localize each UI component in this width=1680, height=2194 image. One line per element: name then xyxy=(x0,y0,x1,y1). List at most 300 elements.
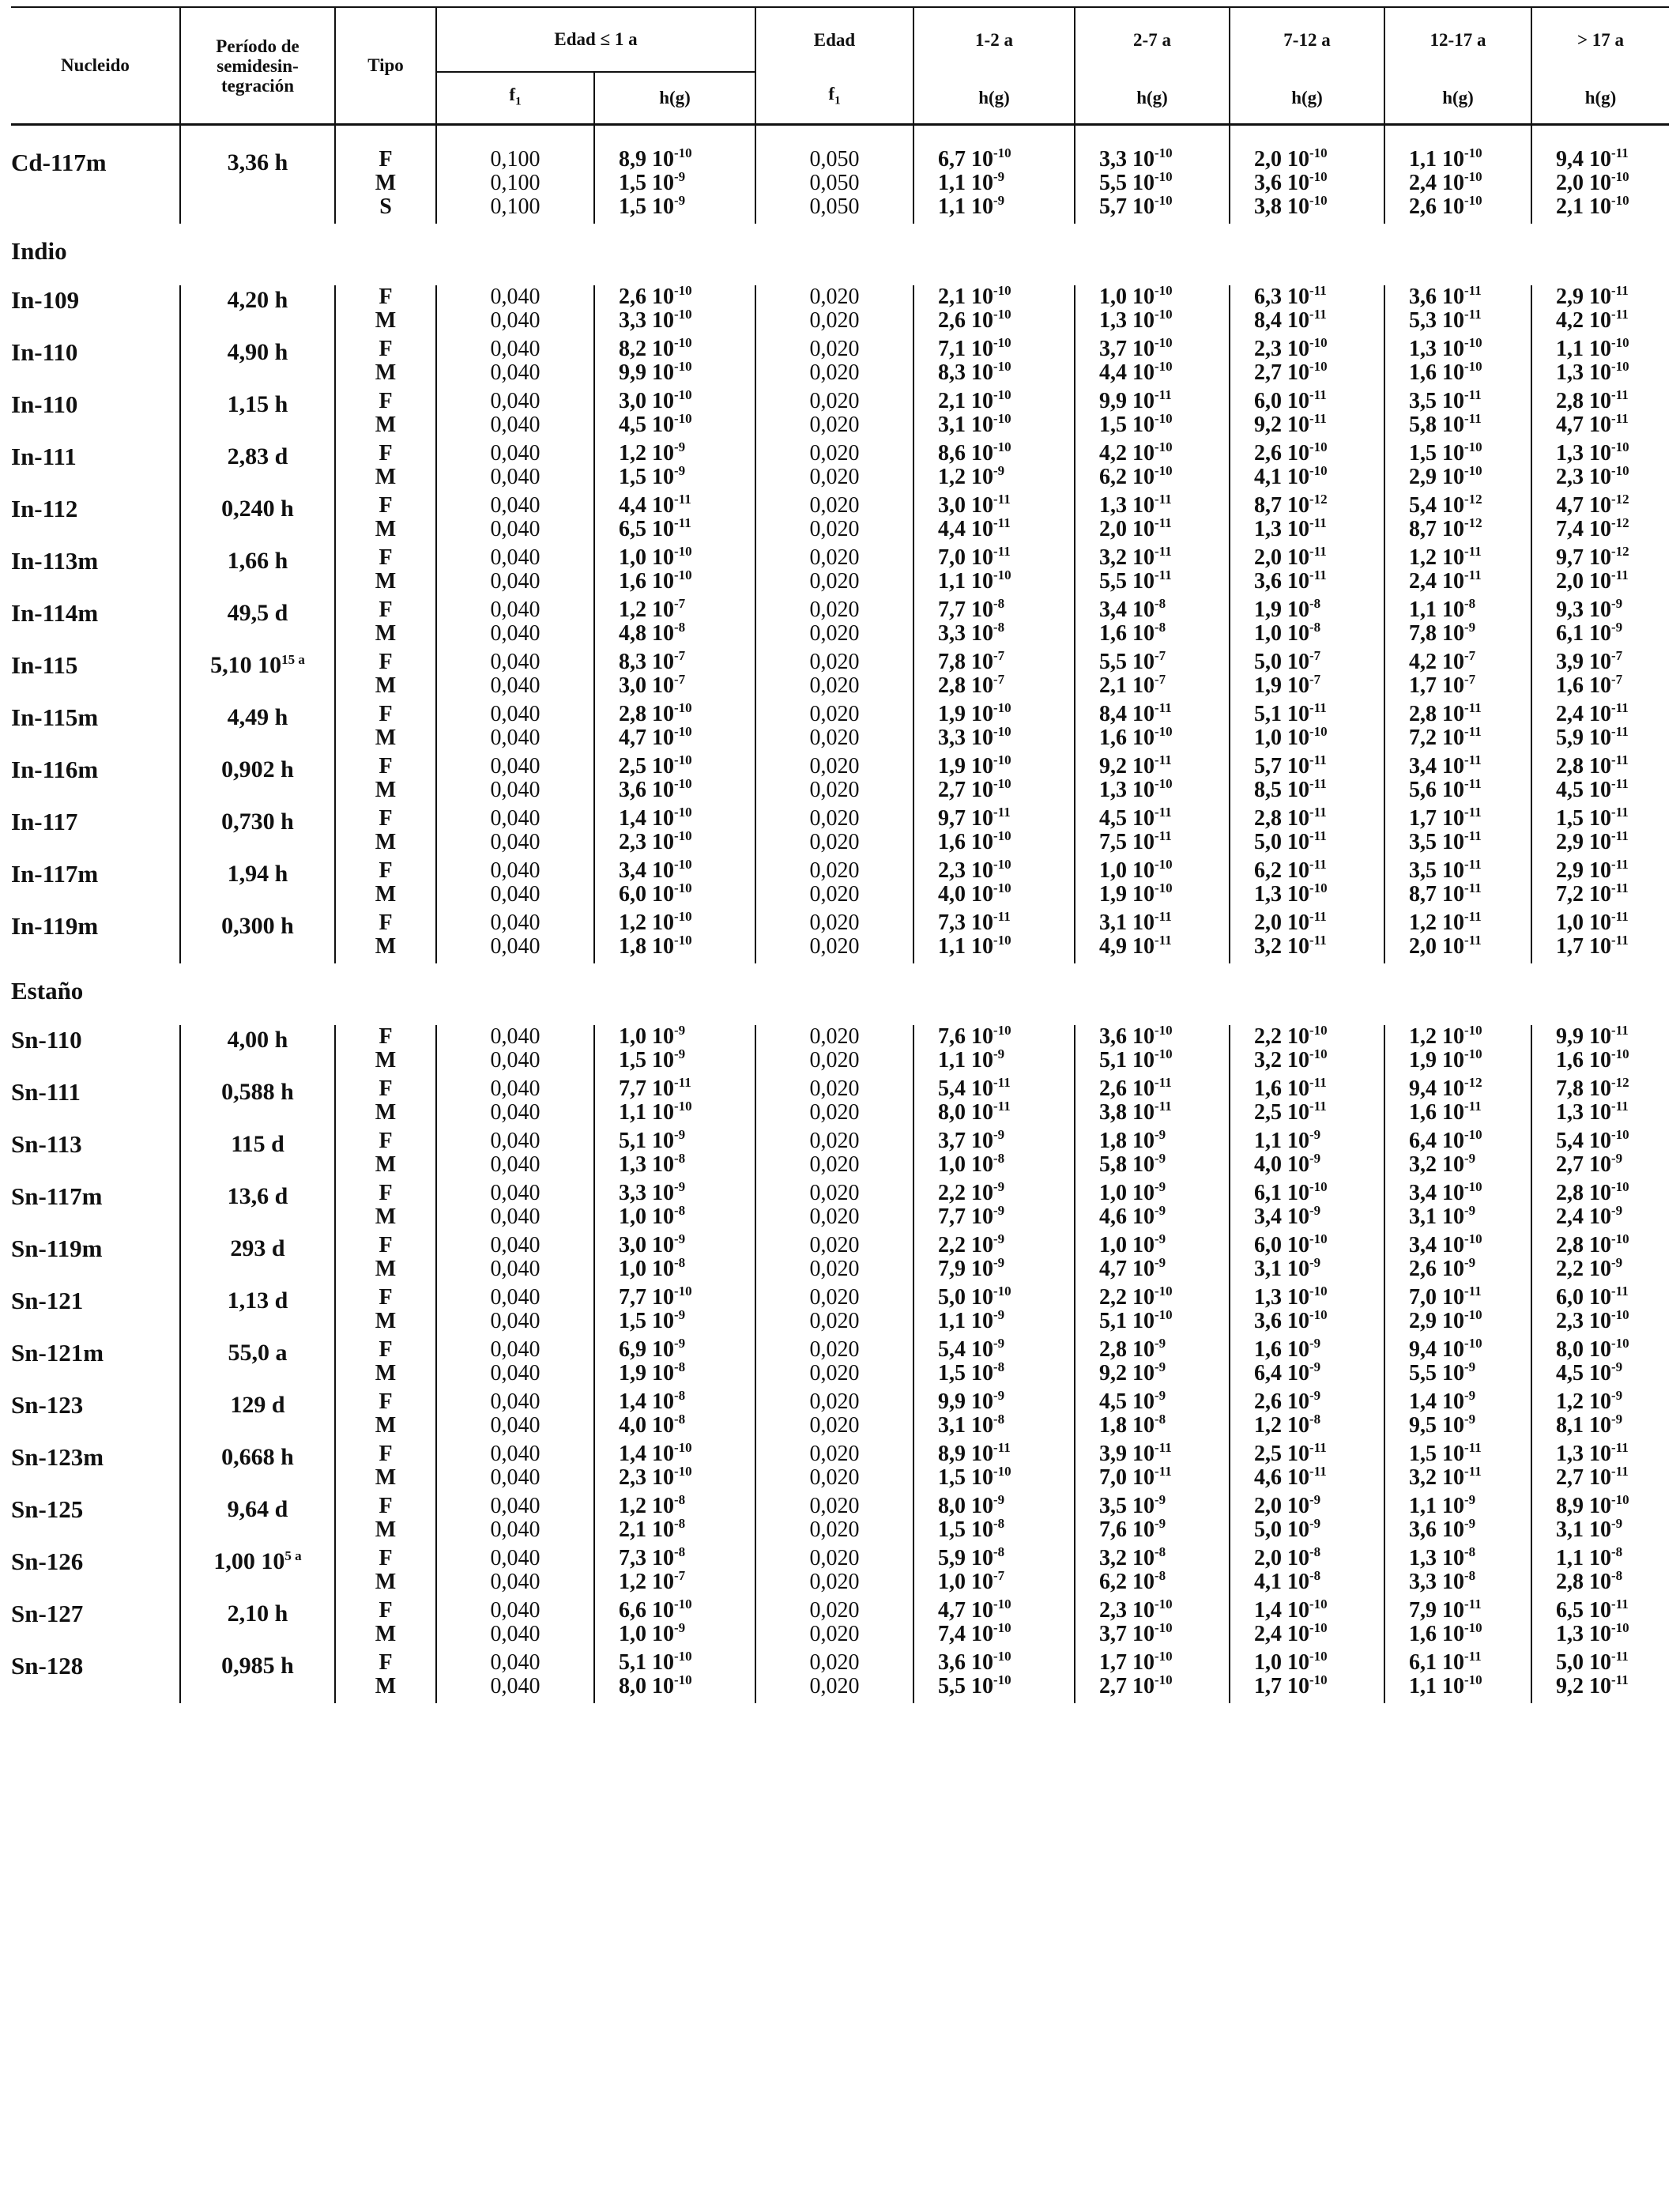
header-f1-child xyxy=(755,72,913,125)
absorption-type-value: M xyxy=(375,308,397,333)
f1-child-cell xyxy=(755,650,913,703)
table-row xyxy=(11,1286,1669,1338)
hg-12-17-value: 2,0 $10^{-11}$ xyxy=(1409,933,1482,959)
hg-2-7-cell xyxy=(1075,337,1230,390)
f1-child-value: 0,020 xyxy=(809,1674,860,1698)
hg-1-2-cell xyxy=(913,911,1075,963)
hg-adult-value: 2,7 $10^{-11}$ xyxy=(1556,1464,1629,1490)
hg-2-7-value: 4,4 $10^{-10}$ xyxy=(1099,359,1173,385)
f1-child-value: 0,020 xyxy=(809,1570,860,1594)
hg-2-7-value: 2,6 $10^{-11}$ xyxy=(1099,1075,1172,1101)
absorption-type-value: M xyxy=(375,1204,397,1229)
hg-adult-value: 1,3 $10^{-10}$ xyxy=(1556,1620,1629,1646)
hg-1-2-value: 1,6 $10^{-10}$ xyxy=(938,828,1011,854)
hg-infant-value: 1,2 $10^{-7}$ xyxy=(619,596,686,622)
hg-12-17-value: 3,6 $10^{-11}$ xyxy=(1409,283,1482,309)
hg-adult-value: 1,3 $10^{-11}$ xyxy=(1556,1099,1629,1125)
hg-2-7-value: 3,3 $10^{-10}$ xyxy=(1099,145,1173,172)
f1-infant-value: 0,040 xyxy=(490,1257,541,1281)
hg-adult-cell xyxy=(1531,1077,1669,1129)
hg-1-2-value: 5,0 $10^{-10}$ xyxy=(938,1284,1011,1310)
hg-1-2-value: 1,1 $10^{-9}$ xyxy=(938,1046,1005,1072)
f1-child-cell xyxy=(755,1442,913,1495)
hg-12-17-cell xyxy=(1384,1179,1531,1234)
header-age-1-2: 1-2 a xyxy=(913,7,1075,72)
f1-child-cell xyxy=(755,546,913,598)
hg-2-7-value: 2,0 $10^{-11}$ xyxy=(1099,515,1172,541)
hg-1-2-cell xyxy=(913,1025,1075,1077)
hg-infant-cell xyxy=(594,494,755,546)
hg-7-12-value: 1,9 $10^{-7}$ xyxy=(1254,672,1321,698)
hg-1-2-cell xyxy=(913,1179,1075,1234)
hg-2-7-value: 1,9 $10^{-10}$ xyxy=(1099,880,1173,907)
half-life: 0,902 h xyxy=(180,755,335,807)
hg-2-7-value: 1,0 $10^{-10}$ xyxy=(1099,857,1173,883)
header-hg-7-12: h(g) xyxy=(1230,72,1384,125)
hg-1-2-value: 1,1 $10^{-10}$ xyxy=(938,567,1011,594)
f1-infant-value: 0,040 xyxy=(490,1494,541,1518)
hg-7-12-value: 4,1 $10^{-8}$ xyxy=(1254,1568,1321,1594)
hg-infant-cell xyxy=(594,1025,755,1077)
f1-child-cell xyxy=(755,1547,913,1599)
hg-infant-value: 3,6 $10^{-10}$ xyxy=(619,776,692,802)
hg-7-12-cell xyxy=(1230,494,1384,546)
hg-7-12-value: 2,2 $10^{-10}$ xyxy=(1254,1023,1328,1049)
hg-12-17-value: 1,9 $10^{-10}$ xyxy=(1409,1046,1482,1072)
hg-2-7-value: 1,0 $10^{-10}$ xyxy=(1099,283,1173,309)
hg-adult-value: 2,4 $10^{-9}$ xyxy=(1556,1203,1623,1229)
hg-7-12-value: 2,0 $10^{-11}$ xyxy=(1254,544,1327,570)
hg-infant-value: 6,5 $10^{-11}$ xyxy=(619,515,691,541)
hg-12-17-value: 2,6 $10^{-9}$ xyxy=(1409,1255,1476,1281)
hg-12-17-value: 5,4 $10^{-12}$ xyxy=(1409,492,1482,518)
f1-child-value: 0,020 xyxy=(809,493,860,518)
hg-12-17-value: 1,4 $10^{-9}$ xyxy=(1409,1388,1476,1414)
hg-1-2-value: 3,1 $10^{-8}$ xyxy=(938,1412,1005,1438)
hg-2-7-cell xyxy=(1075,285,1230,337)
hg-1-2-value: 1,1 $10^{-10}$ xyxy=(938,933,1011,959)
absorption-type-value: M xyxy=(375,569,397,594)
hg-infant-cell xyxy=(594,1179,755,1234)
f1-child-cell xyxy=(755,859,913,911)
hg-2-7-value: 5,1 $10^{-10}$ xyxy=(1099,1046,1173,1072)
hg-infant-value: 1,4 $10^{-10}$ xyxy=(619,1440,692,1466)
f1-infant-value: 0,040 xyxy=(490,621,541,646)
hg-2-7-value: 9,2 $10^{-11}$ xyxy=(1099,752,1172,778)
hg-infant-cell xyxy=(594,1231,755,1286)
hg-1-2-value: 1,0 $10^{-7}$ xyxy=(938,1568,1005,1594)
half-life: 4,00 h xyxy=(180,1025,335,1077)
hg-adult-value: 2,4 $10^{-11}$ xyxy=(1556,700,1629,726)
hg-1-2-value: 4,4 $10^{-11}$ xyxy=(938,515,1011,541)
f1-child-value: 0,020 xyxy=(809,337,860,361)
hg-1-2-value: 1,2 $10^{-9}$ xyxy=(938,463,1005,489)
hg-adult-value: 2,1 $10^{-10}$ xyxy=(1556,193,1629,219)
hg-infant-cell xyxy=(594,125,755,224)
absorption-type-cell xyxy=(335,1495,436,1547)
hg-adult-cell xyxy=(1531,1651,1669,1703)
hg-infant-value: 5,1 $10^{-10}$ xyxy=(619,1649,692,1675)
hg-infant-value: 1,3 $10^{-8}$ xyxy=(619,1151,686,1177)
hg-1-2-value: 7,9 $10^{-9}$ xyxy=(938,1255,1005,1281)
hg-infant-value: 1,2 $10^{-9}$ xyxy=(619,439,686,466)
hg-7-12-value: 6,4 $10^{-9}$ xyxy=(1254,1359,1321,1385)
nuclide-name: In-117 xyxy=(11,808,78,835)
hg-7-12-cell xyxy=(1230,1077,1384,1129)
table-row xyxy=(11,125,1669,224)
hg-12-17-value: 9,4 $10^{-10}$ xyxy=(1409,1336,1482,1362)
hg-7-12-value: 3,2 $10^{-10}$ xyxy=(1254,1046,1328,1072)
hg-adult-value: 1,6 $10^{-7}$ xyxy=(1556,672,1623,698)
f1-child-value: 0,020 xyxy=(809,1494,860,1518)
f1-infant-value: 0,040 xyxy=(490,806,541,831)
hg-infant-value: 4,4 $10^{-11}$ xyxy=(619,492,691,518)
f1-child-value: 0,020 xyxy=(809,1285,860,1310)
f1-child-value: 0,020 xyxy=(809,858,860,883)
hg-2-7-value: 6,2 $10^{-8}$ xyxy=(1099,1568,1166,1594)
f1-child-value: 0,020 xyxy=(809,882,860,907)
hg-infant-value: 3,4 $10^{-10}$ xyxy=(619,857,692,883)
hg-infant-value: 6,9 $10^{-9}$ xyxy=(619,1336,686,1362)
hg-7-12-value: 2,3 $10^{-10}$ xyxy=(1254,335,1328,361)
hg-7-12-value: 6,0 $10^{-10}$ xyxy=(1254,1231,1328,1257)
hg-adult-value: 1,5 $10^{-11}$ xyxy=(1556,805,1629,831)
f1-infant-value: 0,100 xyxy=(490,171,541,195)
hg-7-12-value: 5,1 $10^{-11}$ xyxy=(1254,700,1327,726)
hg-7-12-cell xyxy=(1230,546,1384,598)
f1-infant-cell xyxy=(436,598,594,650)
hg-2-7-value: 1,6 $10^{-8}$ xyxy=(1099,620,1166,646)
hg-2-7-value: 1,8 $10^{-8}$ xyxy=(1099,1412,1166,1438)
hg-infant-value: 1,8 $10^{-10}$ xyxy=(619,933,692,959)
hg-infant-value: 3,0 $10^{-10}$ xyxy=(619,387,692,413)
header-age-2-7: 2-7 a xyxy=(1075,7,1230,72)
hg-12-17-value: 5,3 $10^{-11}$ xyxy=(1409,307,1482,333)
hg-adult-cell xyxy=(1531,285,1669,337)
hg-1-2-cell xyxy=(913,598,1075,650)
hg-infant-cell xyxy=(594,285,755,337)
hg-2-7-value: 5,1 $10^{-10}$ xyxy=(1099,1307,1173,1333)
hg-7-12-value: 1,0 $10^{-10}$ xyxy=(1254,724,1328,750)
absorption-type-cell xyxy=(335,1077,436,1129)
f1-child-value: 0,020 xyxy=(809,1622,860,1646)
header-hg-adult: h(g) xyxy=(1531,72,1669,125)
f1-infant-value: 0,040 xyxy=(490,1100,541,1125)
hg-12-17-value: 3,5 $10^{-11}$ xyxy=(1409,387,1482,413)
hg-12-17-cell xyxy=(1384,1129,1531,1182)
absorption-type-value: M xyxy=(375,1465,397,1490)
hg-2-7-value: 1,0 $10^{-9}$ xyxy=(1099,1179,1166,1205)
hg-12-17-cell xyxy=(1384,439,1531,494)
absorption-type-cell xyxy=(335,1599,436,1651)
f1-infant-value: 0,100 xyxy=(490,194,541,219)
hg-2-7-value: 1,8 $10^{-9}$ xyxy=(1099,1127,1166,1153)
hg-adult-cell xyxy=(1531,911,1669,963)
hg-infant-value: 4,7 $10^{-10}$ xyxy=(619,724,692,750)
f1-child-value: 0,020 xyxy=(809,1389,860,1414)
hg-1-2-value: 9,9 $10^{-9}$ xyxy=(938,1388,1005,1414)
absorption-type-value: M xyxy=(375,621,397,646)
hg-adult-cell xyxy=(1531,387,1669,442)
dose-coefficient-table xyxy=(11,6,1669,1703)
hg-2-7-value: 1,3 $10^{-10}$ xyxy=(1099,776,1173,802)
hg-infant-cell xyxy=(594,387,755,442)
f1-infant-cell xyxy=(436,546,594,598)
hg-1-2-cell xyxy=(913,1390,1075,1442)
hg-infant-cell xyxy=(594,1651,755,1703)
nuclide-name: In-109 xyxy=(11,286,80,314)
hg-7-12-value: 4,0 $10^{-9}$ xyxy=(1254,1151,1321,1177)
hg-infant-cell xyxy=(594,1544,755,1599)
f1-child-cell xyxy=(755,390,913,442)
hg-12-17-cell xyxy=(1384,1025,1531,1077)
hg-infant-cell xyxy=(594,1442,755,1495)
hg-infant-value: 2,6 $10^{-10}$ xyxy=(619,283,692,309)
hg-12-17-value: 3,5 $10^{-11}$ xyxy=(1409,857,1482,883)
hg-infant-value: 8,3 $10^{-7}$ xyxy=(619,648,686,674)
absorption-type-value: F xyxy=(379,1181,393,1205)
hg-7-12-value: 1,3 $10^{-11}$ xyxy=(1254,515,1327,541)
hg-7-12-cell xyxy=(1230,911,1384,963)
hg-12-17-value: 7,9 $10^{-11}$ xyxy=(1409,1596,1482,1623)
hg-infant-value: 1,5 $10^{-9}$ xyxy=(619,463,686,489)
hg-1-2-cell xyxy=(913,285,1075,337)
hg-2-7-value: 9,2 $10^{-9}$ xyxy=(1099,1359,1166,1385)
f1-infant-value: 0,040 xyxy=(490,493,541,518)
f1-child-value: 0,020 xyxy=(809,650,860,674)
hg-1-2-value: 8,0 $10^{-9}$ xyxy=(938,1492,1005,1518)
hg-2-7-value: 5,5 $10^{-10}$ xyxy=(1099,169,1173,195)
absorption-type-value: F xyxy=(379,1389,393,1414)
hg-7-12-value: 2,0 $10^{-10}$ xyxy=(1254,145,1328,172)
f1-infant-value: 0,040 xyxy=(490,1204,541,1229)
f1-letter: f xyxy=(828,84,835,104)
hg-adult-cell xyxy=(1531,1179,1669,1234)
header-periodo-line-3: tegración xyxy=(221,75,294,96)
hg-12-17-value: 3,1 $10^{-9}$ xyxy=(1409,1203,1476,1229)
f1-infant-value: 0,040 xyxy=(490,337,541,361)
hg-7-12-value: 2,0 $10^{-9}$ xyxy=(1254,1492,1321,1518)
hg-infant-cell xyxy=(594,1596,755,1651)
hg-1-2-value: 7,3 $10^{-11}$ xyxy=(938,909,1011,935)
header-edad-le1: Edad ≤ 1 a xyxy=(436,7,755,72)
absorption-type-value: M xyxy=(375,673,397,698)
hg-12-17-value: 1,1 $10^{-8}$ xyxy=(1409,596,1476,622)
hg-1-2-value: 1,0 $10^{-8}$ xyxy=(938,1151,1005,1177)
absorption-type-value: F xyxy=(379,1076,393,1101)
header-nucleido: Nucleido xyxy=(11,7,180,125)
header-periodo-line-1: Período de xyxy=(216,36,299,56)
f1-infant-value: 0,040 xyxy=(490,1309,541,1333)
hg-infant-value: 3,3 $10^{-9}$ xyxy=(619,1179,686,1205)
hg-7-12-cell xyxy=(1230,285,1384,337)
hg-adult-value: 1,3 $10^{-10}$ xyxy=(1556,359,1629,385)
hg-infant-cell xyxy=(594,700,755,755)
f1-infant-value: 0,040 xyxy=(490,1285,541,1310)
f1-child-value: 0,020 xyxy=(809,1100,860,1125)
hg-2-7-value: 2,7 $10^{-10}$ xyxy=(1099,1672,1173,1698)
hg-2-7-value: 4,9 $10^{-11}$ xyxy=(1099,933,1172,959)
absorption-type-value: M xyxy=(375,1048,397,1072)
hg-7-12-value: 3,1 $10^{-9}$ xyxy=(1254,1255,1321,1281)
hg-1-2-cell xyxy=(913,387,1075,442)
hg-7-12-cell xyxy=(1230,700,1384,755)
f1-child-cell xyxy=(755,1338,913,1390)
hg-infant-value: 1,5 $10^{-9}$ xyxy=(619,1046,686,1072)
hg-adult-value: 9,4 $10^{-11}$ xyxy=(1556,145,1629,172)
f1-infant-value: 0,040 xyxy=(490,778,541,802)
hg-7-12-value: 1,6 $10^{-11}$ xyxy=(1254,1075,1327,1101)
table-row xyxy=(11,1495,1669,1547)
absorption-type-value: F xyxy=(379,285,393,309)
hg-2-7-cell xyxy=(1075,700,1230,755)
f1-child-value: 0,020 xyxy=(809,598,860,622)
nuclide-name: Sn-119m xyxy=(11,1235,103,1262)
hg-7-12-cell xyxy=(1230,337,1384,390)
absorption-type-cell xyxy=(335,390,436,442)
hg-adult-value: 3,9 $10^{-7}$ xyxy=(1556,648,1623,674)
hg-infant-cell xyxy=(594,1338,755,1390)
absorption-type-cell xyxy=(335,1129,436,1182)
f1-child-value: 0,020 xyxy=(809,830,860,854)
hg-7-12-value: 2,5 $10^{-11}$ xyxy=(1254,1440,1327,1466)
f1-infant-value: 0,040 xyxy=(490,1337,541,1362)
f1-infant-value: 0,040 xyxy=(490,858,541,883)
hg-12-17-cell xyxy=(1384,1077,1531,1129)
half-life: 1,00 $10^{5 a}$ xyxy=(180,1547,335,1599)
hg-1-2-value: 2,7 $10^{-10}$ xyxy=(938,776,1011,802)
hg-adult-cell xyxy=(1531,1129,1669,1182)
f1-infant-cell xyxy=(436,390,594,442)
hg-1-2-value: 1,5 $10^{-10}$ xyxy=(938,1464,1011,1490)
hg-12-17-cell xyxy=(1384,1544,1531,1599)
hg-12-17-value: 2,6 $10^{-10}$ xyxy=(1409,193,1482,219)
hg-12-17-value: 6,1 $10^{-11}$ xyxy=(1409,1649,1482,1675)
hg-2-7-value: 7,5 $10^{-11}$ xyxy=(1099,828,1172,854)
hg-1-2-cell xyxy=(913,1077,1075,1129)
header-age-7-12: 7-12 a xyxy=(1230,7,1384,72)
hg-7-12-cell xyxy=(1230,1390,1384,1442)
hg-2-7-cell xyxy=(1075,598,1230,650)
hg-adult-value: 8,1 $10^{-9}$ xyxy=(1556,1412,1623,1438)
f1-child-value: 0,020 xyxy=(809,545,860,570)
table-row xyxy=(11,807,1669,859)
hg-2-7-value: 7,0 $10^{-11}$ xyxy=(1099,1464,1172,1490)
f1-child-cell xyxy=(755,337,913,390)
absorption-type-cell xyxy=(335,911,436,963)
table-header xyxy=(11,7,1669,125)
hg-adult-value: 9,7 $10^{-12}$ xyxy=(1556,544,1629,570)
f1-letter: f xyxy=(509,84,516,104)
hg-7-12-value: 1,3 $10^{-10}$ xyxy=(1254,1284,1328,1310)
hg-1-2-value: 5,4 $10^{-9}$ xyxy=(938,1336,1005,1362)
hg-adult-cell xyxy=(1531,439,1669,494)
f1-infant-value: 0,040 xyxy=(490,1389,541,1414)
absorption-type-cell xyxy=(335,1286,436,1338)
hg-adult-cell xyxy=(1531,1492,1669,1547)
hg-1-2-value: 7,1 $10^{-10}$ xyxy=(938,335,1011,361)
hg-2-7-value: 3,5 $10^{-9}$ xyxy=(1099,1492,1166,1518)
f1-child-value: 0,020 xyxy=(809,806,860,831)
hg-adult-value: 9,2 $10^{-11}$ xyxy=(1556,1672,1629,1698)
table-row xyxy=(11,1338,1669,1390)
hg-adult-cell xyxy=(1531,1442,1669,1495)
hg-12-17-value: 1,6 $10^{-10}$ xyxy=(1409,1620,1482,1646)
nuclide-name: Cd-117m xyxy=(11,149,107,176)
f1-infant-cell xyxy=(436,911,594,963)
hg-infant-cell xyxy=(594,752,755,807)
hg-2-7-value: 3,1 $10^{-11}$ xyxy=(1099,909,1172,935)
f1-child-cell xyxy=(755,1129,913,1182)
hg-7-12-value: 1,9 $10^{-8}$ xyxy=(1254,596,1321,622)
hg-adult-value: 2,8 $10^{-11}$ xyxy=(1556,752,1629,778)
hg-2-7-value: 4,5 $10^{-11}$ xyxy=(1099,805,1172,831)
hg-7-12-value: 2,6 $10^{-10}$ xyxy=(1254,439,1328,466)
hg-7-12-cell xyxy=(1230,598,1384,650)
f1-child-cell xyxy=(755,1599,913,1651)
f1-child-value: 0,020 xyxy=(809,1413,860,1438)
hg-7-12-value: 8,5 $10^{-11}$ xyxy=(1254,776,1327,802)
hg-1-2-value: 3,0 $10^{-11}$ xyxy=(938,492,1011,518)
hg-7-12-value: 4,6 $10^{-11}$ xyxy=(1254,1464,1327,1490)
f1-infant-cell xyxy=(436,1599,594,1651)
hg-adult-value: 2,9 $10^{-11}$ xyxy=(1556,828,1629,854)
hg-infant-value: 7,7 $10^{-10}$ xyxy=(619,1284,692,1310)
nuclide-name: In-115 xyxy=(11,651,78,679)
hg-adult-value: 9,9 $10^{-11}$ xyxy=(1556,1023,1629,1049)
hg-adult-value: 4,5 $10^{-11}$ xyxy=(1556,776,1629,802)
hg-2-7-value: 3,9 $10^{-11}$ xyxy=(1099,1440,1172,1466)
hg-adult-cell xyxy=(1531,650,1669,703)
hg-2-7-cell xyxy=(1075,494,1230,546)
absorption-type-value: M xyxy=(375,517,397,541)
absorption-type-value: M xyxy=(375,1257,397,1281)
header-periodo xyxy=(180,7,335,125)
absorption-type-value: M xyxy=(375,778,397,802)
hg-1-2-value: 3,3 $10^{-8}$ xyxy=(938,620,1005,646)
hg-1-2-cell xyxy=(913,752,1075,807)
f1-infant-cell xyxy=(436,1182,594,1234)
hg-2-7-value: 4,6 $10^{-9}$ xyxy=(1099,1203,1166,1229)
hg-12-17-value: 3,4 $10^{-10}$ xyxy=(1409,1231,1482,1257)
hg-7-12-cell xyxy=(1230,650,1384,703)
f1-child-value: 0,020 xyxy=(809,308,860,333)
f1-child-value: 0,020 xyxy=(809,1076,860,1101)
half-life: 4,49 h xyxy=(180,703,335,755)
absorption-type-value: M xyxy=(375,1570,397,1594)
nuclide-name: In-115m xyxy=(11,703,99,731)
hg-7-12-value: 6,0 $10^{-11}$ xyxy=(1254,387,1327,413)
absorption-type-value: S xyxy=(379,194,392,219)
half-life: 0,240 h xyxy=(180,494,335,546)
f1-child-value: 0,020 xyxy=(809,1517,860,1542)
hg-12-17-value: 1,1 $10^{-10}$ xyxy=(1409,1672,1482,1698)
f1-child-value: 0,020 xyxy=(809,934,860,959)
hg-adult-cell xyxy=(1531,546,1669,598)
hg-2-7-value: 2,2 $10^{-10}$ xyxy=(1099,1284,1173,1310)
hg-12-17-value: 1,7 $10^{-11}$ xyxy=(1409,805,1482,831)
f1-infant-cell xyxy=(436,1025,594,1077)
nuclide-name: In-110 xyxy=(11,390,78,418)
absorption-type-value: F xyxy=(379,389,393,413)
absorption-type-cell xyxy=(335,285,436,337)
f1-infant-value: 0,040 xyxy=(490,285,541,309)
hg-12-17-cell xyxy=(1384,700,1531,755)
nuclide-name: Sn-110 xyxy=(11,1026,82,1054)
absorption-type-value: F xyxy=(379,1337,393,1362)
hg-2-7-value: 8,4 $10^{-11}$ xyxy=(1099,700,1172,726)
hg-2-7-value: 5,5 $10^{-11}$ xyxy=(1099,567,1172,594)
